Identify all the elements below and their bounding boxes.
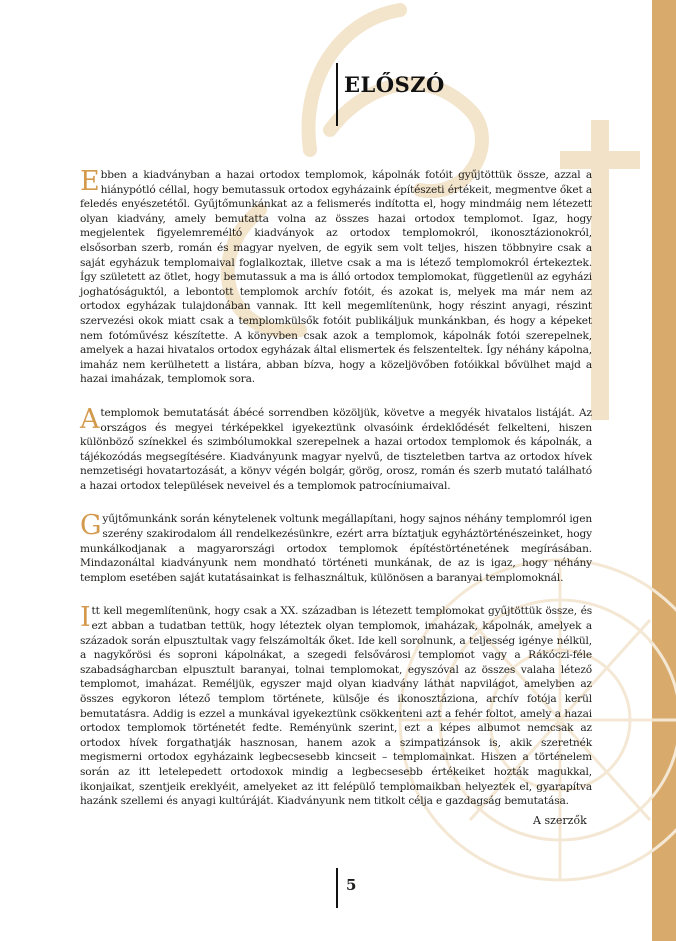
- paragraph-3: [80, 512, 592, 585]
- page-number: 5: [346, 876, 357, 894]
- page-number-rule: [336, 868, 338, 908]
- page-title: ELŐSZÓ: [344, 72, 445, 97]
- drop-cap-3: G: [80, 510, 102, 542]
- drop-cap-1: E: [80, 166, 100, 197]
- decorative-side-band: [652, 0, 676, 941]
- paragraph-4-text: tt kell megemlítenünk, hogy csak a XX. században is létezett templomokat gyűjtöttük össze, és ezt abban a tudatban tettük, hogy léteztek olyan templomok, imaházak, kápolnák, amelyek a századok során elpusztultak vagy felszámolták őket. Ide kell sorolnunk, a teljesség igénye nélkül, a nagykőrösi és soproni kápolnákat, a szegedi felsővárosi templomot vagy a Rákóczi-féle szabadságharcban elpusztult baranyai, tolnai templomokat, egyszóval az összes valaha létező templomot, imaházat. Reméljük, egyszer majd olyan kiadvány láthat napvilágot, amelyben az összes egykoron létező templom története, külsője és ikonosztáziona, archív fotója kerül bemutatásra. Addig is ezzel a munkával igyekeztünk csökkenteni azt a fehér foltot, amely a hazai ortodox templomok történetét fedte. Reményünk szerint, ezt a képes albumot nemcsak az ortodox hívek forgathatják hasznosan, hanem azok a szimpatizánsok is, akik szeretnék megismerni ortodox egyházaink legbecsesebb kincseit – templomainkat. Hiszen a történelem során az itt letelepedett ortodoxok mindig a legbecsesebb értékeiket hozták magukkal, ikonjaikat, szentjeik ereklyéit, amelyeket az itt felépülő templomaikban helyeztek el, gyarapítva hazánk szellemi és anyagi kultúráját. Kiadványunk nem titkolt célja e gazdagság bemutatása.: [80, 605, 592, 808]
- preface-body: [80, 168, 592, 828]
- paragraph-3-text: yűjtőmunkánk során kénytelenek voltunk megállapítani, hogy sajnos néhány templomról igen szerény szakirodalom áll rendelkezésünkre, ezért arra bíztatjuk egyháztörténészeinket, hogy munkálkodjanak a magyarországi ortodox templomok építéstörténetének megírásában. Mindazonáltal kiadványunk nem mondható történeti munkának, de az is igaz, hogy néhány templom esetében saját kutatásainkat is felhasználtuk, különösen a baranyai templomoknál.: [80, 513, 592, 584]
- paragraph-4: [80, 604, 592, 808]
- drop-cap-2: A: [80, 403, 100, 435]
- paragraph-2-text: templomok bemutatását ábécé sorrendben közöljük, követve a megyék hivatalos listáját. Az országos és megyei térképekkel igyekeztünk olvasóink érdeklődését felkelteni, hiszen különböző színekkel és szimbólumokkal szerepelnek a hazai ortodox templomok és kápolnák, a tájékozódás megsegítésére. Kiadványunk magyar nyelvű, de tiszteletben tartva az ortodox hívek nemzetiségi hovatartozását, a könyv végén bolgár, görög, orosz, román és szerb mutató található a hazai ortodox települések neveivel és a templomok patrocíniumaival.: [80, 406, 592, 492]
- paragraph-1: [80, 168, 592, 387]
- title-rule: [336, 63, 338, 126]
- paragraph-1-text: bben a kiadványban a hazai ortodox templomok, kápolnák fotóit gyűjtöttük össze, azzal a hiánypótló céllal, hogy bemutassuk ortodox egyházaink építészeti értékeit, megmentve őket a feledés enyészetétől. Gyűjtőmunkánkat az a felismerés indította el, hogy mindmáig nem létezett olyan kiadvány, amely bemutatta volna az összes hazai ortodox templomot. Igaz, hogy megjelentek figyelemreméltó kiadványok az ortodox templomokról, ikonosztázionokról, elsősorban szerb, román és magyar nyelven, de egyik sem volt teljes, hiszen többnyire csak a saját egyházuk templomaival foglalkoztak, illetve csak a ma is létező templomokról értekeztek. Így született az ötlet, hogy bemutassuk a ma is álló ortodox templomokat, függetlenül az egyházi joghatóságuktól, a lebontott templomok archív fotóit, és azokat is, melyek ma már nem az ortodox egyházak tulajdonában vannak. Itt kell megemlítenünk, hogy részint anyagi, részint szervezési okok miatt csak a templomkülsők fotóit publikáljuk munkánkban, és hogy a képeket nem fotóművész készítette. A könyvben csak azok a templomok, kápolnák fotói szerepelnek, amelyek a hazai hivatalos ortodox egyházak által elismertek és felszenteltek. Így néhány kápolna, imaház nem kerülhetett a listára, abban bízva, hogy a közeljövőben fotóikkal bővülhet majd a hazai imaházak, templomok sora.: [80, 169, 592, 386]
- drop-cap-4: I: [80, 602, 91, 634]
- author-signature: A szerzők: [533, 814, 587, 827]
- paragraph-2: [80, 403, 592, 494]
